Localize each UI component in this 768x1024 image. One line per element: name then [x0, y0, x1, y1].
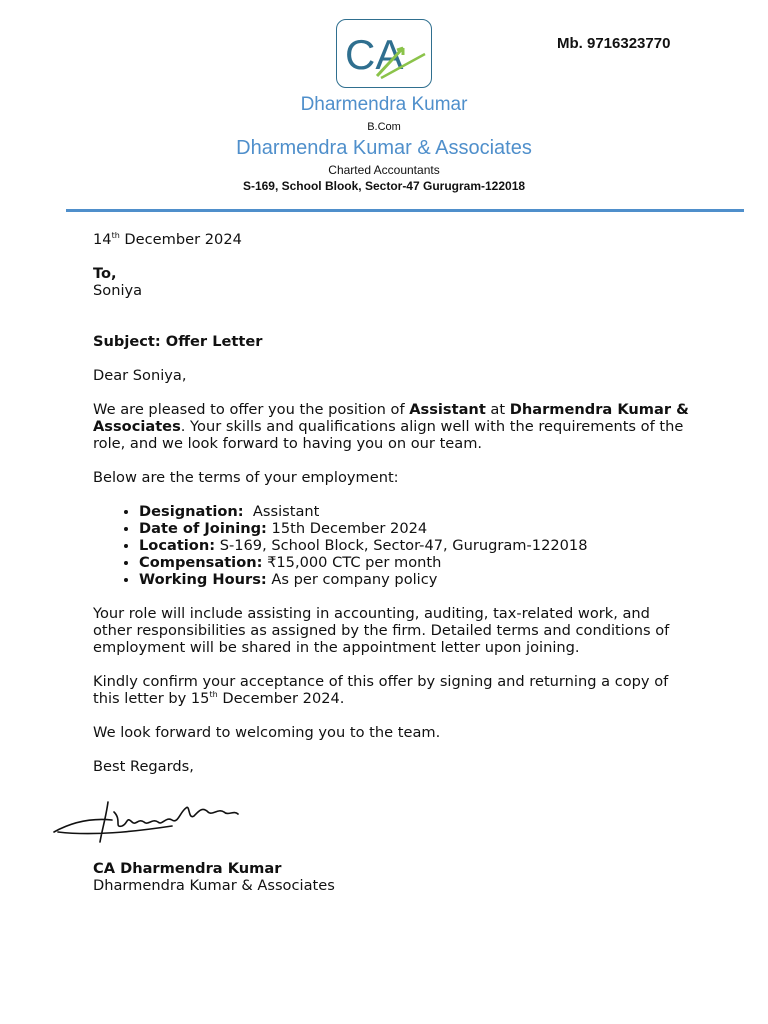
letterhead-qualification: B.Com	[367, 121, 401, 133]
recipient-name: Soniya	[93, 282, 143, 299]
ca-logo-icon	[337, 20, 431, 87]
letterhead-firm: Dharmendra Kumar & Associates	[236, 137, 532, 159]
logo-text: CA	[345, 31, 404, 78]
term-label: Date of Joining:	[139, 520, 267, 537]
term-label: Compensation:	[139, 554, 263, 571]
closing: Best Regards,	[93, 758, 194, 775]
term-value: 15th December 2024	[266, 520, 428, 537]
date-month-year: December 2024	[119, 231, 242, 248]
signatory-firm: Dharmendra Kumar & Associates	[93, 877, 335, 894]
mobile-number: Mb. 9716323770	[557, 35, 671, 52]
terms-intro: Below are the terms of your employment:	[93, 469, 399, 486]
letterhead-name: Dharmendra Kumar	[300, 94, 468, 115]
term-label: Designation:	[139, 503, 244, 520]
list-item	[139, 537, 693, 554]
subject-line: Subject: Offer Letter	[93, 333, 263, 350]
term-value: Assistant	[243, 503, 320, 520]
salutation: Dear Soniya,	[93, 367, 187, 384]
term-value: S-169, School Block, Sector-47, Gurugram-122018	[215, 537, 588, 554]
offer-paragraph	[93, 401, 693, 452]
signature-icon	[52, 792, 242, 850]
firm-logo	[336, 19, 432, 88]
list-item	[139, 520, 693, 537]
confirm-suffix: th	[209, 690, 218, 700]
offer-role: Assistant	[409, 401, 486, 418]
offer-text-1: We are pleased to offer you the position of	[93, 401, 410, 418]
terms-list	[93, 503, 693, 588]
confirm-text-2: December 2024.	[217, 690, 345, 707]
confirm-text-1: Kindly confirm your acceptance of this offer by signing and returning a copy of this letter by 15	[93, 673, 669, 707]
signatory-name: CA Dharmendra Kumar	[93, 860, 282, 877]
confirmation-paragraph	[93, 673, 693, 707]
header-divider	[66, 209, 744, 212]
welcome-paragraph: We look forward to welcoming you to the team.	[93, 724, 441, 741]
term-label: Location:	[139, 537, 216, 554]
term-label: Working Hours:	[139, 571, 267, 588]
term-value: As per company policy	[266, 571, 438, 588]
offer-text-2: at	[485, 401, 510, 418]
letterhead-address: S-169, School Blook, Sector-47 Gurugram-122018	[242, 179, 526, 193]
role-paragraph: Your role will include assisting in accounting, auditing, tax-related work, and other responsibilities as assigned by the firm. Detailed terms and conditions of employment will be shared in the appointment letter upon joining.	[93, 605, 670, 656]
date-day: 14	[93, 231, 112, 248]
signature-block	[93, 860, 335, 894]
term-value: ₹15,000 CTC per month	[262, 554, 442, 571]
letter-body	[93, 231, 693, 775]
letter-date	[93, 231, 693, 248]
to-label: To,	[93, 265, 117, 282]
list-item	[139, 503, 693, 520]
date-suffix: th	[111, 231, 120, 241]
offer-text-3: . Your skills and qualifications align well with the requirements of the role, and we look forward to having you on our team.	[93, 418, 684, 452]
offer-company: Dharmendra Kumar & Associates	[93, 401, 689, 435]
list-item	[139, 554, 693, 571]
list-item	[139, 571, 693, 588]
letterhead-firm-type: Charted Accountants	[328, 163, 440, 177]
